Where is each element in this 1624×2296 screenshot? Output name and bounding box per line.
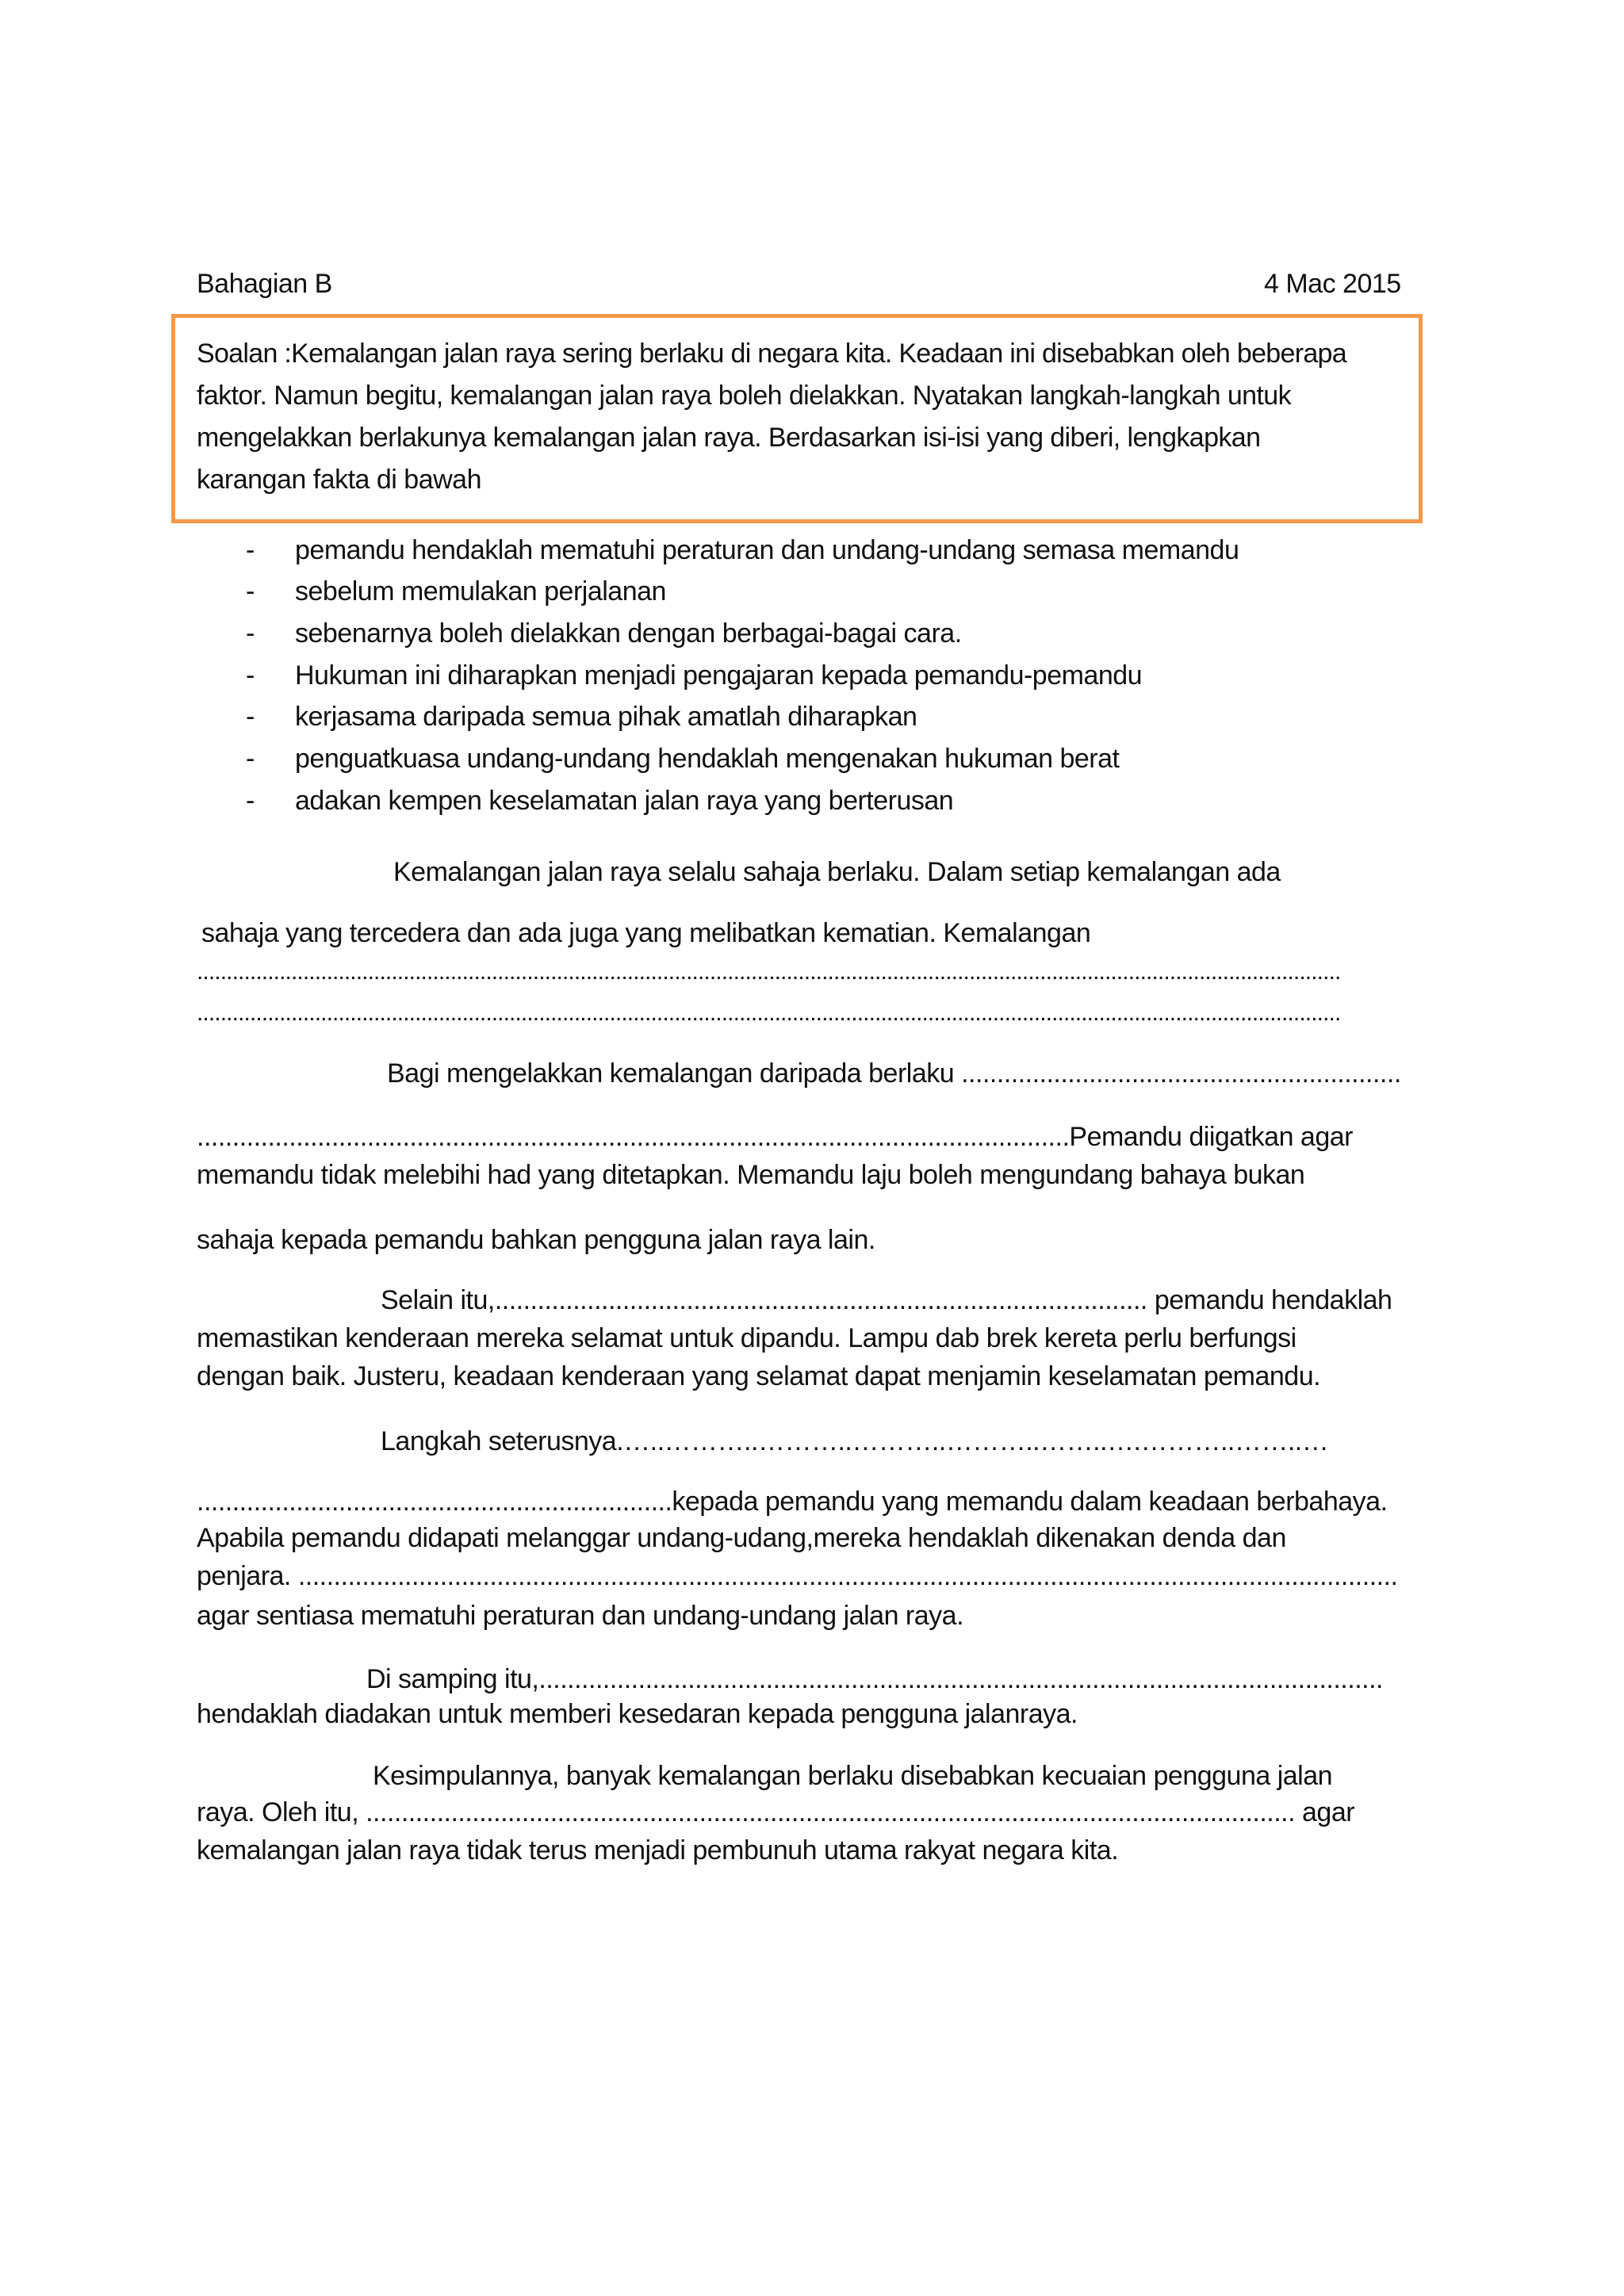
essay-text: Kesimpulannya, banyak kemalangan berlaku disebabkan kecuaian pengguna jalan: [373, 1761, 1333, 1791]
essay-text: ...................................................................kepada pemandu yang memandu dalam keadaan berbahaya.: [197, 1487, 1388, 1517]
bullet-dash: -: [246, 702, 255, 732]
essay-text: Apabila pemandu didapati melanggar undang-udang,mereka hendaklah dikenakan denda dan: [197, 1523, 1286, 1553]
document-date: 4 Mac 2015: [1264, 269, 1401, 299]
question-line-4: karangan fakta di bawah: [197, 465, 481, 495]
bullet-dash: -: [246, 535, 255, 565]
bullet-dash: -: [246, 576, 255, 607]
bullet-dash: -: [246, 744, 255, 774]
essay-text: penjara. ...........................................................................................................................................................: [197, 1561, 1398, 1591]
list-item-text: sebenarnya boleh dielakkan dengan berbagai-bagai cara.: [295, 618, 962, 649]
blank-line: ..................................................................................................................................................................................................: [197, 1000, 1341, 1026]
essay-text: memandu tidak melebihi had yang ditetapkan. Memandu laju boleh mengundang bahaya bukan: [197, 1160, 1305, 1190]
essay-text: raya. Oleh itu, ................................................................................................................................... agar: [197, 1797, 1355, 1827]
bullet-dash: -: [246, 660, 255, 691]
question-line-2: faktor. Namun begitu, kemalangan jalan raya boleh dielakkan. Nyatakan langkah-langkah untuk: [197, 381, 1291, 411]
essay-text: Selain itu,............................................................................................ pemandu hendaklah: [381, 1285, 1392, 1315]
essay-text: sahaja yang tercedera dan ada juga yang melibatkan kematian. Kemalangan: [201, 918, 1091, 948]
list-item-text: penguatkuasa undang-undang hendaklah mengenakan hukuman berat: [295, 744, 1120, 774]
essay-text: agar sentiasa mematuhi peraturan dan undang-undang jalan raya.: [197, 1601, 964, 1631]
question-line-1: Soalan :Kemalangan jalan raya sering berlaku di negara kita. Keadaan ini disebabkan oleh beberapa: [197, 339, 1346, 369]
essay-text: dengan baik. Justeru, keadaan kenderaan yang selamat dapat menjamin keselamatan pemandu.: [197, 1361, 1321, 1391]
question-line-3: mengelakkan berlakunya kemalangan jalan raya. Berdasarkan isi-isi yang diberi, lengkapkan: [197, 423, 1261, 453]
essay-text: Langkah seterusnya.…..………..………..………..………..……..….………..……..…: [381, 1426, 1329, 1456]
essay-text: Bagi mengelakkan kemalangan daripada berlaku ..............................................................: [387, 1058, 1401, 1089]
essay-text: kemalangan jalan raya tidak terus menjadi pembunuh utama rakyat negara kita.: [197, 1835, 1119, 1866]
list-item-text: adakan kempen keselamatan jalan raya yang berterusan: [295, 786, 954, 816]
essay-text: sahaja kepada pemandu bahkan pengguna jalan raya lain.: [197, 1225, 875, 1255]
bullet-dash: -: [246, 618, 255, 649]
essay-text: hendaklah diadakan untuk memberi kesedaran kepada pengguna jalanraya.: [197, 1699, 1078, 1729]
essay-text: Di samping itu,.......................................................................................................................: [366, 1664, 1383, 1694]
essay-text: memastikan kenderaan mereka selamat untuk dipandu. Lampu dab brek kereta perlu berfungsi: [197, 1323, 1297, 1353]
essay-text: ...........................................................................................................................Pemandu diigatkan agar: [197, 1122, 1353, 1152]
blank-line: ..................................................................................................................................................................................................: [197, 959, 1341, 985]
list-item-text: sebelum memulakan perjalanan: [295, 576, 666, 607]
essay-text: Kemalangan jalan raya selalu sahaja berlaku. Dalam setiap kemalangan ada: [393, 857, 1281, 887]
list-item-text: kerjasama daripada semua pihak amatlah diharapkan: [295, 702, 917, 732]
section-heading: Bahagian B: [197, 269, 332, 299]
list-item-text: pemandu hendaklah mematuhi peraturan dan undang-undang semasa memandu: [295, 535, 1239, 565]
bullet-dash: -: [246, 786, 255, 816]
list-item-text: Hukuman ini diharapkan menjadi pengajaran kepada pemandu-pemandu: [295, 660, 1143, 691]
